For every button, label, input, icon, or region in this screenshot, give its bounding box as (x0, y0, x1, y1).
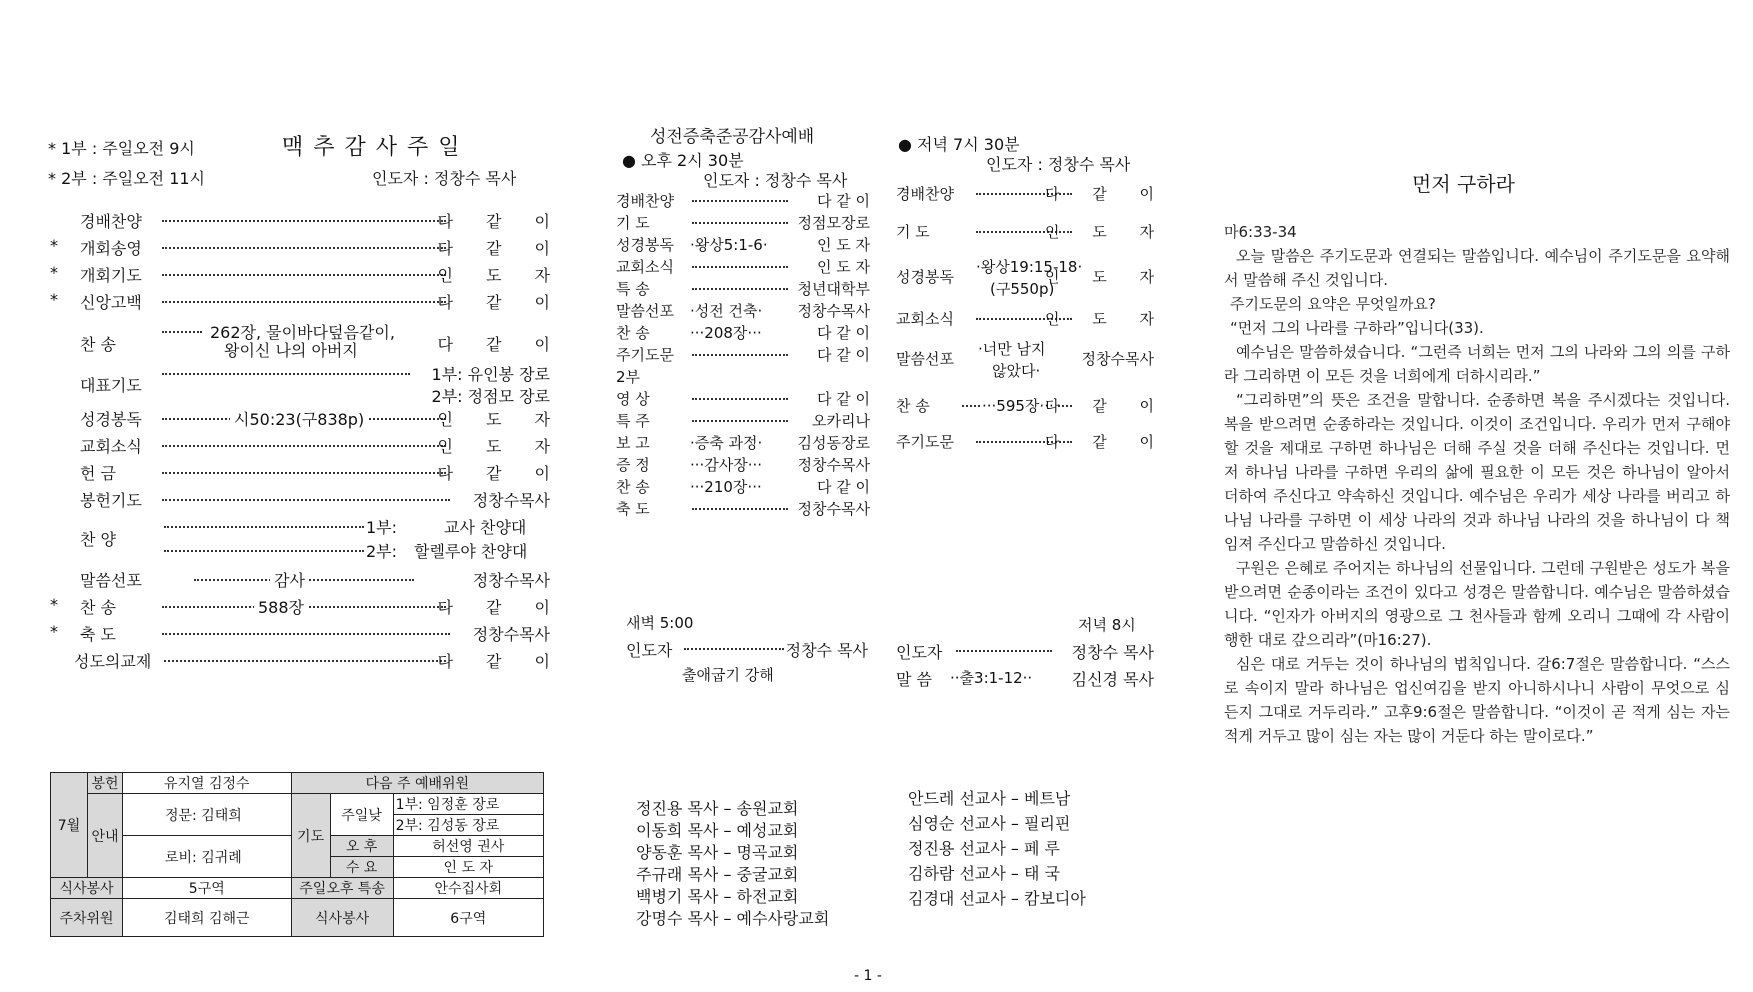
list-item: 백병기 목사 – 하전교회 (636, 887, 799, 906)
list-item: 정진용 선교사 – 페 루 (908, 839, 1060, 858)
order-row: * 개회기도 인 도 자 (50, 263, 564, 285)
sermon-paragraph: “그리하면”의 뜻은 조건을 말합니다. 순종하면 복을 주시겠다는 것입니다. 복을 받으려면 순종하라는 것입니다. 이것이 조건입니다. 우리가 먼저 구해야 할 것을 제대로 구하면 하나님은 더해 주실 것을 더해 주신다는 것입니다. 먼저 하나님 나라를 구하면 우리의 삶에 필요한 이 모든 것은 하나님이 알아서 더하여 주신다고 약속하신 것입니다. 예수님은 우리가 세상 나라를 버리고 하나님 나라를 구하면 이 세상 나라의 것과 하나님 나라의 것을 하나님이 다 책임져 주신다고 말씀하신 것입니다. (1224, 391, 1730, 553)
order-row: * 신앙고백 다 같 이 (50, 290, 564, 312)
bible-row: 성경봉독 시50:23(구838p) 인 도 자 (60, 407, 550, 433)
evening-row: 교회소식 인 도 자 (896, 310, 1168, 328)
choir-row: 찬 양 1부: 교사 찬양대 2부: 할렐루야 찬양대 (80, 518, 528, 561)
list-item: 강명수 목사 – 예수사랑교회 (636, 909, 830, 928)
prayer-row: 대표기도 1부: 유인봉 장로 2부: 정점모 장로 (80, 365, 550, 406)
wednesday-leader-row: 인도자 정창수 목사 (896, 643, 1154, 662)
evening-row: 주기도문 다 같 이 (896, 433, 1168, 451)
evening-row: 기 도 인 도 자 (896, 223, 1168, 241)
order-row: 경배찬양 다 같 이 (80, 212, 564, 231)
wednesday-time: 저녁 8시 (1078, 616, 1136, 634)
dedication-row: 성경봉독 ·왕상5:1-6· 인 도 자 (616, 236, 870, 254)
wednesday-word-row: 말 씀 ··출3:1-12·· 김신경 목사 (896, 669, 1154, 689)
sermon-paragraph: “먼저 그의 나라를 구하라”입니다(33). (1230, 319, 1484, 337)
schedule-table: 7월 봉헌 유지열 김정수 다음 주 예배위원 안내 정문: 김태희 기도 주일낮 1부: 임정훈 장로 2부: 김성동 장로 로비: 김귀례 오 후 허선영 권사 수 요 인 도 자 식사봉사 5구역 주일오후 특송 안수집사회 주차위원 김태희 김해근 식사봉사 6구역 (50, 772, 544, 937)
list-item: 안드레 선교사 – 베트남 (908, 789, 1071, 808)
service-2-time: * 2부 : 주일오전 11시 (48, 169, 206, 188)
dawn-leader-row: 인도자 정창수 목사 (626, 641, 868, 660)
list-item: 양동훈 목사 – 명곡교회 (636, 843, 799, 862)
sermon-row: 말씀선포 감사 정창수목사 (60, 568, 550, 594)
sermon-paragraph: 예수님은 말씀하셨습니다. “그런즉 너희는 먼저 그의 나라와 그의 의를 구하라 그리하면 이 모든 것을 너희에게 더하시리라.” (1224, 343, 1730, 385)
list-item: 심영순 선교사 – 필리핀 (908, 814, 1071, 833)
dedication-row: 특 송 청년대학부 (616, 280, 870, 298)
sermon-paragraph: 오늘 말씀은 주기도문과 연결되는 말씀입니다. 예수님이 주기도문을 요약해서 말씀해 주신 것입니다. (1224, 247, 1730, 289)
dedication-row: 기 도 정점모장로 (616, 214, 870, 232)
dedication-title: 성전증축준공감사예배 (650, 127, 815, 147)
dedication-row: 경배찬양 다 같 이 (616, 192, 870, 210)
sermon-body (1224, 220, 1730, 748)
dedication-row: 증 정 ···감사장··· 정창수목사 (616, 456, 870, 474)
page-title: 맥추감사주일 (282, 135, 470, 160)
pastor-list (636, 798, 829, 930)
dedication-row: 주기도문 다 같 이 (616, 346, 870, 364)
news-row: 교회소식 인 도 자 (80, 437, 564, 456)
evening-time: ● 저녁 7시 30분 (898, 135, 1020, 154)
sermon-paragraph: 구원은 은혜로 주어지는 하나님의 선물입니다. 그런데 구원받은 성도가 복을 받으려면 순종이라는 조건이 있다고 성경은 말씀합니다. 예수님은 말씀하셨습니다. “인자가 아버지의 영광으로 그 천사들과 함께 오리니 그때에 각 사람이 행한 대로 갚으리라”(마16:27). (1224, 559, 1730, 649)
evening-leader: 인도자 : 정창수 목사 (986, 155, 1131, 174)
dedication-row: 특 주 오카리나 (616, 412, 870, 430)
closing-hymn-row: * 찬 송 588장 다 같 이 (50, 595, 564, 617)
sermon-paragraph: 주기도문의 요약은 무엇일까요? (1230, 295, 1436, 313)
fellowship-row: 성도의교제 다 같 이 (74, 652, 564, 671)
list-item: 주규래 목사 – 중굴교회 (636, 865, 799, 884)
order-row: * 개회송영 다 같 이 (50, 236, 564, 258)
evening-row: 찬 송 ···595장··· 다 같 이 (896, 397, 1168, 415)
dedication-row: 영 상 다 같 이 (616, 390, 870, 408)
offering-row: 헌 금 다 같 이 (80, 464, 564, 483)
evening-row: 성경봉독 ·왕상19:15-18· (구550p) 인 도 자 (896, 258, 1168, 298)
dedication-row: 말씀선포 ·성전 건축· 정창수목사 (616, 302, 870, 320)
sermon-title: 먼저 구하라 (1412, 172, 1515, 196)
dedication-row: 2부 (616, 368, 641, 386)
evening-row: 경배찬양 다 같 이 (896, 185, 1168, 203)
leader: 인도자 : 정창수 목사 (372, 169, 517, 188)
page-number: - 1 - (854, 968, 882, 984)
list-item: 김경대 선교사 – 캄보디아 (908, 889, 1086, 908)
sermon-paragraph: 심은 대로 거두는 것이 하나님의 법칙입니다. 갈6:7절은 말씀합니다. “스스로 속이지 말라 하나님은 업신여김을 받지 아니하시나니 사람이 무엇으로 심든지 그대로 거두리라.” 고후9:6절은 말씀합니다. “이것이 곧 적게 심는 자는 적게 거두고 많이 심는 자는 많이 거둔다 하는 말이로다.” (1224, 655, 1730, 745)
list-item: 김하람 선교사 – 태 국 (908, 864, 1060, 883)
list-item: 정진용 목사 – 송원교회 (636, 799, 799, 818)
service-1-time: * 1부 : 주일오전 9시 (48, 139, 195, 158)
list-item: 이동희 목사 – 예성교회 (636, 821, 799, 840)
offertory-prayer-row: 봉헌기도 정창수목사 (80, 491, 550, 510)
sermon-reference: 마6:33-34 (1224, 223, 1297, 241)
dedication-row: 보 고 ·증축 과정· 김성동장로 (616, 434, 870, 452)
dedication-row: 찬 송 ···210장··· 다 같 이 (616, 478, 870, 496)
benediction-row: * 축 도 정창수목사 (50, 622, 550, 644)
dedication-row: 찬 송 ···208장··· 다 같 이 (616, 324, 870, 342)
dawn-topic: 출애굽기 강해 (682, 666, 774, 684)
hymn-row: 찬 송 262장, 물이바다덮음같이, 왕이신 나의 아버지 다 같 이 (80, 323, 564, 360)
missionary-list (908, 786, 1086, 911)
evening-row: 말씀선포 ·너만 남지 않았다· 정창수목사 (896, 340, 1154, 380)
dedication-leader: 인도자 : 정창수 목사 (703, 171, 848, 190)
dedication-row: 축 도 정창수목사 (616, 500, 870, 518)
dedication-time: ● 오후 2시 30분 (622, 151, 744, 170)
dawn-time: 새벽 5:00 (626, 614, 694, 632)
month-cell: 7월 (51, 773, 88, 878)
dedication-row: 교회소식 인 도 자 (616, 258, 870, 276)
